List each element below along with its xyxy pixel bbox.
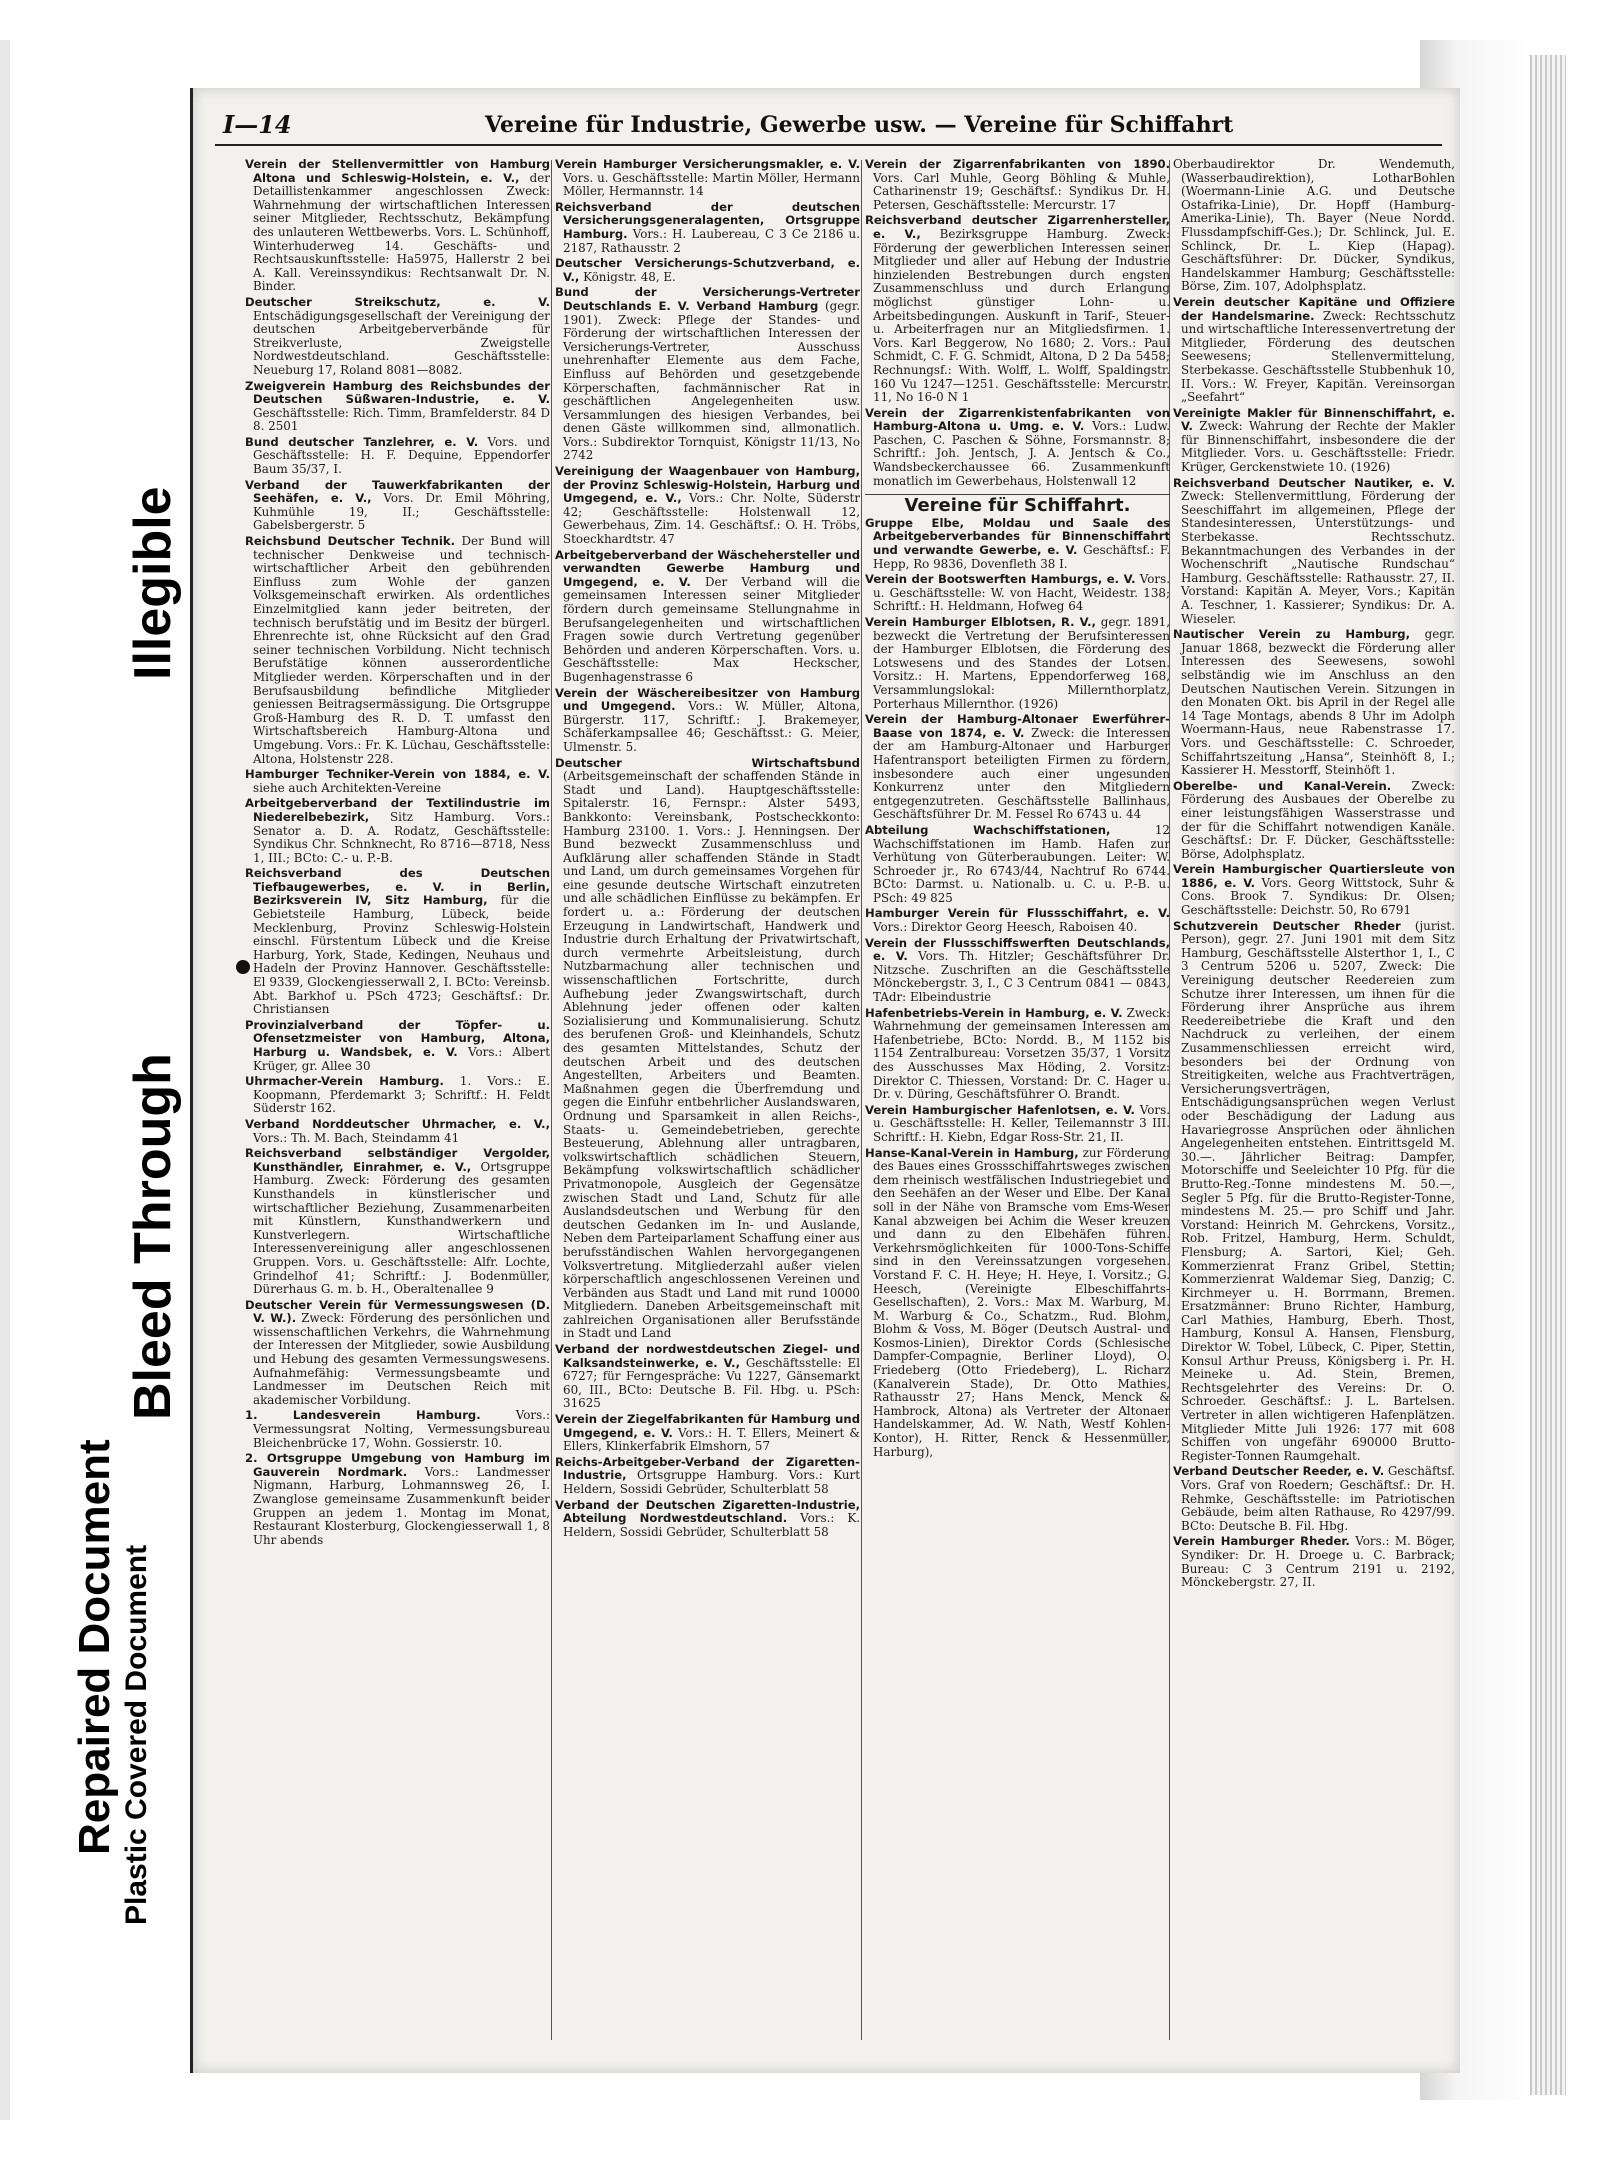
- entry-text: Geschäftsf. Vors. Graf von Roedern; Geschäftsf.: Dr. H. Rehmke, Geschäftsstelle: im Patriotischen Gebäude, beim alten Rathause, Ro 4297/99. BCto: Deutsche B. Fil. Hbg.: [1181, 1464, 1455, 1533]
- entry-text: Vors.: W. Müller, Altona, Bürgerstr. 117, Schriftf.: J. Brakemeyer, Schäferkampsallee 46; Geschäftsst.: G. Meier, Ulmenstr. 5.: [563, 699, 860, 754]
- directory-entry: [245, 436, 550, 477]
- column-rule: [861, 160, 862, 2040]
- entry-text: Vors. u. Geschäftsstelle: H. Keller, Teilemannstr 3 III. Schriftf.: H. Kiebn, Edgar Ross-Str. 21, II.: [873, 1102, 1170, 1144]
- entry-text: Vors.: Chr. Nolte, Süderstr 42; Geschäftsstelle: Holstenwall 12, Gewerbehaus, Zim. 14. Geschäftsf.: O. H. Tröbs, Stoeckhardtstr. 47: [563, 491, 860, 547]
- directory-entry: [245, 797, 550, 865]
- entry-heading: Arbeitgeberverband der Wäschehersteller und verwandten Gewerbe Hamburg und Umgegend, e. V.: [555, 547, 860, 589]
- directory-entry: [555, 465, 860, 547]
- entry-text: Entschädigungsgesellschaft der Vereinigung der deutschen Arbeitgeberverbände für Streikverluste, Zweigstelle Nordwestdeutschland. Geschäftsstelle: Neueburg 17, Roland 8081—8082.: [253, 308, 550, 377]
- directory-entry: [865, 407, 1170, 489]
- directory-entry: [1173, 920, 1455, 1464]
- directory-entry: [865, 1007, 1170, 1102]
- entry-text: gegr. Januar 1868, bezweckt die Förderung aller Interessen des Seewesens, sowohl selbständig wie im Anschluss an den Deutschen Nautischen Verein. Sitzungen in den Monaten Okt. bis April in der Regel alle 14 Tage Montags, abends 8 Uhr im Adolph Woermann-Haus, neue Rabenstrasse 17. Vors. und Geschäftsstelle: C. Schroeder, Schiffahrtszeitung „Hansa“, Steinhöft 8, I.; Kassierer H. Messtorff, Steinhöft 1.: [1181, 627, 1455, 778]
- directory-entry: [555, 158, 860, 199]
- illegible-label: Illegible: [124, 486, 182, 680]
- entry-heading: Bund der Versicherungs-Vertreter Deutschlands E. V. Verband Hamburg: [555, 285, 860, 313]
- directory-entry: [1173, 628, 1455, 778]
- directory-entry: [1173, 1535, 1455, 1589]
- entry-text: Vors.: Th. M. Bach, Steindamm 41: [253, 1130, 460, 1145]
- directory-entry: [555, 1413, 860, 1454]
- punch-hole: [236, 960, 250, 974]
- text-column-1: [245, 158, 550, 2048]
- directory-entry: [1173, 296, 1455, 405]
- directory-entry: [245, 535, 550, 766]
- directory-entry: [245, 296, 550, 378]
- entry-heading: Reichsverband selbständiger Vergolder, Kunsthändler, Einrahmer, e. V.,: [245, 1146, 550, 1174]
- plastic-covered-label: Plastic Covered Document: [120, 1544, 153, 1925]
- directory-entry: [865, 1104, 1170, 1145]
- entry-heading: Verband Norddeutscher Uhrmacher, e. V.,: [245, 1116, 550, 1131]
- entry-heading: Schutzverein Deutscher Rheder: [1173, 918, 1401, 933]
- repaired-document-label: Repaired Document: [70, 1439, 119, 1855]
- entry-heading: Deutscher Streikschutz, e. V.: [245, 294, 550, 309]
- entry-text: Vors. Georg Wittstock, Suhr & Cons. Brook 7. Syndikus: Dr. Olsen; Geschäftsstelle: Deichstr. 50, Ro 6791: [1181, 875, 1455, 918]
- entry-text: Vors.: Landmesser Nigmann, Harburg, Lohmannsweg 26, I. Zwanglose gemeinsame Zusammenkunft beider Gruppen an jedem 1. Montag im Monat, Restaurant Klosterburg, Glockengiesserwall 1, 8 Uhr abends: [253, 1464, 550, 1547]
- directory-entry: [865, 616, 1170, 711]
- page-stack-edge: [1530, 55, 1566, 2095]
- directory-entry: [245, 380, 550, 434]
- entry-text: Ortsgruppe Hamburg. Vors.: Kurt Heldern, Sossidi Gebrüder, Schulterblatt 58: [563, 1468, 860, 1496]
- column-rule: [551, 160, 552, 2040]
- entry-heading: Verein der Wäschereibesitzer von Hamburg und Umgegend.: [555, 685, 860, 714]
- directory-entry: [865, 1147, 1170, 1460]
- entry-text: Zweck: Wahrnehmung der gemeinsamen Interessen am Hafenbetriebe, BCto: Nordd. B., M 1152 bis 1154 Zentralbureau: Vorsetzen 35/37, 1 Vorsitz des Ausschusses Max Höding, 2. Vorsitz: Direktor C. Thiessen, Vorstand: Dr. C. Hager u. Dr. v. Düring, Geschäftsführer O. Brandt.: [873, 1005, 1170, 1102]
- entry-heading: Deutscher Verein für Vermessungswesen (D. V. W.).: [245, 1297, 550, 1326]
- directory-entry: [1173, 863, 1455, 917]
- directory-entry: [555, 286, 860, 463]
- entry-heading: Arbeitgeberverband der Textilindustrie im Niederelbebezirk,: [245, 796, 550, 824]
- entry-heading: Reichsverband der deutschen Versicherungsgeneralagenten, Ortsgruppe Hamburg.: [555, 199, 860, 241]
- directory-entry: [1173, 407, 1455, 475]
- entry-heading: Uhrmacher-Verein Hamburg.: [245, 1074, 444, 1089]
- directory-entry: [245, 1452, 550, 1547]
- entry-heading: Vereinigte Makler für Binnenschiffahrt, e. V.: [1173, 405, 1455, 434]
- directory-entry: [865, 907, 1170, 934]
- entry-text: (jurist. Person), gegr. 27. Juni 1901 mit dem Sitz Hamburg, Geschäftsstelle Alsterthor 1, I., C 3 Centrum 5206 u. 5207, Zweck: Die Vereinigung deutscher Reedereien zum Schutze ihrer Interessen, um ihnen für die Förderung ihrer Ansprüche aus ihrem Reedereibetriebe die Kraft und den Nachdruck zu verleihen, der einem Zusammenschliessen erreicht wird, besonders bei der Ordnung von Streitigkeiten, welche aus Frachtverträgen, Versicherungsverträgen, Entschädigungsansprüchen wegen Verlust oder Beschädigung der Ladung aus Havariegrosse Ansprüchen oder ähnlichen Angelegenheiten entstehen. Eintrittsgeld M. 30.—. Jährlicher Beitrag: Dampfer, Motorschiffe und Seeleichter 10 Pfg. für die Brutto-Reg.-Tonne mindestens M. 50.—, Segler 5 Pfg. für die Brutto-Register-Tonne, mindestens M. 25.— pro Schiff und Jahr. Vorstand: Heinrich M. Gehrckens, Vorsitz., Rob. Fritzel, Hamburg, Herm. Schuldt, Flensburg; A. Sartori, Kiel; Geh. Kommerzienrat Franz Gribel, Stettin; Kommerzienrat Waldemar Sieg, Danzig; C. Kirchmeyer u. H. Borrmann, Bremen. Ersatzmänner: Bruno Richter, Hamburg, Carl Mathies, Hamburg, Eberh. Thost, Hamburg, Konsul A. Hansen, Flensburg, Direktor W. Tobel, Lübeck, C. Piper, Stettin, Konsul Arthur Preuss, Königsberg i. Pr. H. Meineke u. Ad. Stein, Bremen, Rechtsgelehrter des Vereins: Dr. O. Schroeder. Geschäftsf.: J. L. Bartelsen. Vertreter in allen wichtigeren Hafenplätzen. Mitglieder Mitte Juli 1926: 177 mit 608 Schiffen von ungefähr 690000 Brutto-Register-Tonnen Raumgehalt.: [1181, 918, 1455, 1463]
- entry-heading: 2. Ortsgruppe Umgebung von Hamburg im Gauverein Nordmark.: [245, 1451, 550, 1479]
- entry-heading: Verband der Deutschen Zigaretten-Industrie, Abteilung Nordwestdeutschland.: [555, 1497, 860, 1526]
- entry-heading: Hamburger Verein für Flussschiffahrt, e. V.: [865, 906, 1170, 921]
- entry-heading: Verein der Zigarrenfabrikanten von 1890.: [865, 158, 1170, 171]
- directory-entry: [865, 158, 1170, 212]
- entry-text: Vors. u. Geschäftsstelle: Martin Möller, Hermann Möller, Hermannstr. 14: [563, 170, 860, 199]
- entry-heading: Zweigverein Hamburg des Reichsbundes der Deutschen Süßwaren-Industrie, e. V.: [245, 378, 550, 407]
- page-title: Vereine für Industrie, Gewerbe usw. — Vereine für Schiffahrt: [485, 112, 1234, 138]
- entry-heading: 1. Landesverein Hamburg.: [245, 1408, 481, 1423]
- entry-heading: Verein Hamburger Elblotsen, R. V.,: [865, 615, 1096, 629]
- entry-text: Zweck: Rechtsschutz und wirtschaftliche Interessenvertretung der Mitglieder, Förderung des deutschen Seewesens; Stellenvermittelung, Sterbekasse. Geschäftsstelle Stubbenhuk 10, II. Vors.: W. Freyer, Kapitän. Vereinsorgan „Seefahrt“: [1181, 308, 1455, 405]
- entry-heading: Verein der Ziegelfabrikanten für Hamburg und Umgegend, e. V.: [555, 1412, 860, 1440]
- entry-text: gegr. 1891, bezweckt die Vertretung der Berufsinteressen der Hamburger Elblotsen, die Förderung des Lotswesens und des Standes der Lotsen. Vorsitz.: H. Martens, Eppendorferweg 168, Versammlungslokal: Millernthorplatz, Porterhaus Millernthor. (1926): [873, 615, 1170, 711]
- directory-entry: [245, 1019, 550, 1073]
- entry-heading: Vereinigung der Waagenbauer von Hamburg, der Provinz Schleswig-Holstein, Harburg und Umgegend, e. V.,: [555, 464, 860, 506]
- entry-text: Vors.: H. Laubereau, C 3 Ce 2186 u. 2187, Rathausstr. 2: [563, 226, 860, 255]
- section-heading: Vereine für Schiffahrt.: [865, 494, 1170, 513]
- entry-heading: Reichs-Arbeitgeber-Verband der Zigaretten-Industrie,: [555, 1454, 860, 1483]
- directory-entry: [1173, 780, 1455, 862]
- entry-heading: Deutscher Wirtschaftsbund: [555, 755, 860, 770]
- entry-text: Geschäftsstelle: El 6727; für Ferngespräche: Vu 1227, Gänsemarkt 60, III., BCto: Deutsche B. Fil. Hbg. u. PSch: 31625: [563, 1355, 860, 1411]
- entry-text: Der Verband will die gemeinsamen Interessen seiner Mitglieder fördern durch gemeinsame Stellungnahme in Berufsangelegenheiten und wirtschaftlichen Fragen sowie durch Vertretung gegenüber Behörden und anderen Körperschaften. Vors. u. Geschäftsstelle: Max Heckscher, Bugenhagenstrasse 6: [563, 574, 860, 684]
- directory-entry: [245, 1075, 550, 1116]
- entry-heading: Reichsverband Deutscher Nautiker, e. V.: [1173, 475, 1455, 490]
- entry-text: Vors.: Vermessungsrat Nolting, Vermessungsbureau Bleichenbrücke 17, Wohn. Gossierstr. 10.: [253, 1408, 550, 1450]
- entry-heading: Hafenbetriebs-Verein in Hamburg, e. V.: [865, 1005, 1123, 1020]
- entry-text: Vors.: M. Böger, Syndiker: Dr. H. Droege u. C. Barbrack; Bureau: C 3 Centrum 2191 u. 2192, Mönckebergstr. 27, II.: [1181, 1534, 1455, 1590]
- directory-entry: [245, 768, 550, 795]
- directory-entry: [245, 1299, 550, 1408]
- entry-text: Vors. Carl Muhle, Georg Böhling & Muhle, Catharinenstr 19; Geschäftsf.: Syndikus Dr. H. Petersen, Geschäftsstelle: Mercurstr. 17: [873, 170, 1170, 212]
- text-column-4: [1173, 158, 1455, 2048]
- entry-heading: Verein Hamburger Versicherungsmakler, e. V.: [555, 158, 860, 171]
- entry-text: Königstr. 48, E.: [583, 269, 676, 284]
- entry-text: Zweck: Förderung des Ausbaues der Oberelbe zu einer leistungsfähigen Wasserstrasse und der für die Schiffahrt notwendigen Kanäle. Geschäftsf.: Dr. F. Dücker, Geschäftsstelle: Börse, Adolphsplatz.: [1181, 778, 1455, 861]
- directory-entry: [555, 757, 860, 1342]
- entry-heading: Verein der Hamburg-Altonaer Ewerführer-Baase von 1874, e. V.: [865, 712, 1170, 740]
- scan-background-edge: [0, 40, 10, 2120]
- entry-heading: Verein Hamburgischer Hafenlotsen, e. V.: [865, 1102, 1135, 1117]
- entry-text: Vors.: H. T. Ellers, Meinert & Ellers, Klinkerfabrik Elmshorn, 57: [563, 1425, 860, 1454]
- entry-heading: Abteilung Wachschiffstationen,: [865, 822, 1111, 837]
- directory-entry: [245, 158, 550, 294]
- entry-text: Zweck: Wahrung der Rechte der Makler für Binnenschiffahrt, insbesondere die der Mitglieder. Vors. u. Geschäftsstelle: Friedr. Krüger, Gerckenstwiete 10. (1926): [1181, 419, 1455, 475]
- directory-entry: [245, 1118, 550, 1145]
- text-column-3: [865, 158, 1170, 2048]
- entry-text: Vors.: Direktor Georg Heesch, Raboisen 40.: [873, 920, 1138, 935]
- directory-entry: [555, 687, 860, 755]
- text-column-2: [555, 158, 860, 2048]
- entry-heading: Verein der Flussschiffswerften Deutschlands, e. V.: [865, 935, 1170, 964]
- entry-text: Vors.: Albert Krüger, gr. Allee 30: [253, 1045, 550, 1073]
- entry-heading: Verein Hamburger Rheder.: [1173, 1534, 1350, 1549]
- directory-entry: [865, 713, 1170, 822]
- entry-text: (gegr. 1901). Zweck: Pflege der Standes- und Förderung der wirtschaftlichen Interessen der Versicherungs-Vertreter, Ausschuss unehrenhafter Elemente aus dem Fache, Einfluss auf Behörden und gesetzgebende Körperschaften, fachmännischer Rat in geschäftlichen Angelegenheiten usw. Versammlungen des hiesigen Verbandes, bei denen Gäste willkommen sind, allmonatlich. Vors.: Subdirektor Tornquist, Königstr 11/13, No 2742: [563, 298, 860, 463]
- entry-text: Vors. Th. Hitzler; Geschäftsführer Dr. Nitzsche. Zuschriften an die Geschäftsstelle Mönckebergstr. 3, I., C 3 Centrum 0841 — 0843, TAdr: Elbeindustrie: [873, 949, 1170, 1005]
- entry-heading: Verband der Tauwerkfabrikanten der Seehäfen, e. V.,: [245, 477, 550, 506]
- entry-text: siehe auch Architekten-Vereine: [253, 780, 442, 795]
- entry-heading: Provinzialverband der Töpfer- u. Ofensetzmeister von Hamburg, Altona, Harburg u. Wandsbek, e. V.: [245, 1017, 550, 1059]
- directory-entry: [245, 867, 550, 1017]
- entry-text: Oberbaudirektor Dr. Wendemuth, (Wasserbaudirektion), LotharBohlen (Woermann-Linie A.G. und Deutsche Ostafrika-Linie), Dr. Hopff (Hamburg-Amerika-Linie), Th. Bayer (Neue Nordd. Flussdampfschiff-Ges.); Dr. Schlinck, Jul. E. Schlinck, Dr. L. Kiep (Hapag). Geschäftsführer: Dr. Dücker, Syndikus, Handelskammer Hamburg; Geschäftsstelle: Börse, Zim. 107, Adolphsplatz.: [1173, 158, 1455, 294]
- entry-heading: Verband Deutscher Reeder, e. V.: [1173, 1464, 1385, 1479]
- entry-heading: Verband der nordwestdeutschen Ziegel- und Kalksandsteinwerke, e. V.,: [555, 1342, 860, 1370]
- directory-entry: [555, 1456, 860, 1497]
- entry-text: Vors. u. Geschäftsstelle: W. von Hacht, Weidestr. 138; Schriftf.: H. Heldmann, Hofweg 64: [873, 572, 1170, 614]
- entry-text: Zweck: Förderung des persönlichen und wissenschaftlichen Verkehrs, die Wahrnehmung der Interessen der Mitglieder, sowie Ausbildung und Hebung des gesamten Vermessungswesens. Aufnahmefähig: Vermessungsbeamte und Landmesser im Deutschen Reich mit akademischer Vorbildung.: [253, 1311, 550, 1407]
- directory-entry: [245, 479, 550, 533]
- entry-heading: Verein der Stellenvermittler von Hamburg Altona und Schleswig-Holstein, e. V.,: [245, 158, 550, 185]
- entry-text: 12 Wachschiffstationen im Hamb. Hafen zur Verhütung von Güterberaubungen. Leiter: W. Schroeder jr., Ro 6743/44, Nachtruf Ro 6744. BCto: Darmst. u. Nationalb. u. C. u. P.-B. u. PSch: 49 825: [873, 822, 1170, 905]
- entry-text: Geschäftsf.: F. Hepp, Ro 9836, Dovenfleth 38 I.: [873, 543, 1170, 571]
- entry-heading: Verein der Zigarrenkistenfabrikanten von Hamburg-Altona u. Umg. e. V.: [865, 405, 1170, 434]
- directory-entry: [555, 1499, 860, 1540]
- entry-heading: Reichsbund Deutscher Technik.: [245, 534, 455, 549]
- entry-text: der Detaillistenkammer angeschlossen Zweck: Wahrnehmung der wirtschaftlichen Interessen seiner Mitglieder, Rechtsschutz, Bekämpfung des unlauteren Wettbewerbs. Vors. L. Schünhoff, Winterhuderweg 14. Geschäfts- und Rechtsauskunftsstelle: Ha5975, Hallerstr 2 bei A. Kall. Vereinssyndikus: Rechtsanwalt Dr. N. Binder.: [253, 170, 550, 294]
- entry-heading: Reichsverband des Deutschen Tiefbaugewerbes, e. V. in Berlin, Bezirksverein IV, Sitz Hamburg,: [245, 866, 550, 908]
- entry-text: Zweck: die Interessen der am Hamburg-Altonaer und Harburger Hafentransport beteiligten Firmen zu fördern, insbesondere auch einer ungesunden Konkurrenz unter den Mitgliedern entgegenzutreten. Geschäftsstelle Ballinhaus, Geschäftsführer Dr. M. Fessel Ro 6743 u. 44: [873, 725, 1170, 822]
- directory-entry: [555, 549, 860, 685]
- entry-text: Geschäftsstelle: Rich. Timm, Bramfelderstr. 84 D 8. 2501: [253, 405, 550, 434]
- entry-text: Sitz Hamburg. Vors.: Senator a. D. A. Rodatz, Geschäftsstelle: Syndikus Chr. Schnknecht, Ro 8716—8718, Ness 1, III.; BCto: C.- u. P.-B.: [253, 809, 550, 865]
- entry-text: zur Förderung des Baues eines Grossschiffahrtsweges zwischen dem rheinisch westfälischen Industriegebiet und den Seehäfen an der Weser und Elbe. Der Kanal soll in der Nähe von Bramsche vom Ems-Weser Kanal abzweigen bei Achim die Weser kreuzen und dann zu den Elbehäfen führen. Verkehrsmöglichkeiten für 1000-Tons-Schiffe sind in den Vereinssatzungen vorgesehen. Vorstand F. C. H. Heye; H. Heye, I. Vorsitz.; G. Heesch, (Vereinigte Elbeschiffahrts-Gesellschaften), 2. Vors.: Max M. Warburg, M. M. Warburg & Co., Schatzm., Rud. Blohm, Blohm & Voss, M. Böger (Deutsch Austral- und Kosmos-Linien), Direktor Cords (Schlesische Dampfer-Compagnie, Berliner Lloyd), O. Friedeberg (Otto Friedeberg), L. Richarz (Kanalverein Stade), Dr. Otto Mathies, Rathausstr 27; Hans Menck, Menck & Hambrock, Altona) als Vertreter der Altonaer Handelskammer, Ad. W. Nath, Westf Kohlen-Kontor), H. Ritter, Renck & Hessenmüller, Harburg),: [873, 1145, 1170, 1459]
- entry-text: Vors.: Ludw. Paschen, C. Paschen & Söhne, Forsmannstr. 8; Schriftf.: Joh. Jentsch, J. A. Jentsch & Co., Wandsbeckerchaussee 66. Zusammenkunft monatlich im Gewerbehaus, Holstenwall 12: [873, 419, 1170, 488]
- entry-heading: Reichsverband deutscher Zigarrenhersteller, e. V.,: [865, 213, 1170, 241]
- directory-entry: [1173, 477, 1455, 627]
- directory-entry: [1173, 1465, 1455, 1533]
- directory-entry: [555, 1343, 860, 1411]
- document-page: [190, 88, 1460, 2073]
- directory-entry: [865, 824, 1170, 906]
- entry-heading: Deutscher Versicherungs-Schutzverband, e. V.,: [555, 256, 860, 284]
- entry-text: Vors. und Geschäftsstelle: H. F. Dequine, Eppendorfer Baum 35/37, I.: [253, 434, 550, 477]
- entry-heading: Verein Hamburgischer Quartiersleute von 1886, e. V.: [1173, 862, 1455, 890]
- entry-heading: Bund deutscher Tanzlehrer, e. V.: [245, 434, 479, 449]
- entry-text: für die Gebietsteile Hamburg, Lübeck, beide Mecklenburg, Provinz Schleswig-Holstein einschl. Fürstentum Lübeck und die Kreise Harburg, York, Stade, Kedingen, Neuhaus und Hadeln der Provinz Hannover. Geschäftsstelle: El 9339, Glockengiesserwall 2, I. BCto: Vereinsb. Abt. Barkhof u. PSch 4723; Geschäftsf.: Dr. Christiansen: [253, 893, 550, 1017]
- entry-heading: Gruppe Elbe, Moldau und Saale des Arbeitgeberverbandes für Binnenschiffahrt und verwandte Gewerbe, e. V.: [865, 515, 1170, 558]
- directory-entry: [1173, 158, 1455, 294]
- page-number: I—14: [223, 110, 292, 139]
- directory-entry: [865, 937, 1170, 1005]
- entry-text: Zweck: Stellenvermittlung, Förderung der Seeschiffahrt im allgemeinen, Pflege der Standesinteressen, Unterstützungs- und Sterbekasse. Rechtsschutz. Bekanntmachungen des Verbandes in der Wochenschrift „Nautische Rundschau“ Hamburg. Geschäftsstelle: Rathausstr. 27, II. Vorstand: Kapitän A. Meyer, Vors.; Kapitän A. Teschner, 1. Kassierer; Syndikus: Dr. A. Wieseler.: [1181, 489, 1455, 626]
- directory-entry: [555, 201, 860, 255]
- directory-entry: [865, 214, 1170, 404]
- directory-entry: [865, 517, 1170, 571]
- directory-entry: [245, 1147, 550, 1297]
- entry-heading: Hanse-Kanal-Verein in Hamburg,: [865, 1145, 1079, 1160]
- entry-text: Der Bund will technischer Denkweise und technisch-wirtschaftlicher Arbeit den gebührenden Einfluss zum Wohle der ganzen Volksgemeinschaft erwirken. Als ordentliches Einzelmitglied kann jeder beitreten, der technisch berufstätig und im Besitz der bürgerl. Ehrenrechte ist, ohne Rücksicht auf den Grad seiner technischen Vorbildung. Nicht technisch Berufstätige können ausserordentliche Mitglieder werden. Körperschaften und in der Berufsausbildung befindliche Mitglieder geniessen Beitragsermässigung. Die Ortsgruppe Groß-Hamburg des R. D. T. umfasst den Wirtschaftsbereich Hamburg-Altona und Umgebung. Vors.: Fr. K. Lüchau, Geschäftsstelle: Altona, Holstenstr 228.: [253, 534, 550, 766]
- entry-heading: Verein der Bootswerften Hamburgs, e. V.: [865, 572, 1136, 587]
- entry-heading: Verein deutscher Kapitäne und Offiziere der Handelsmarine.: [1173, 294, 1455, 323]
- page-header: [215, 110, 1442, 146]
- directory-entry: [555, 257, 860, 284]
- entry-heading: Oberelbe- und Kanal-Verein.: [1173, 778, 1392, 793]
- entry-text: Vors. Dr. Emil Möhring, Kuhmühle 19, II.; Geschäftsstelle: Gabelsbergerstr. 5: [253, 491, 550, 533]
- bleed-through-label: Bleed Through: [124, 1053, 182, 1420]
- entry-heading: Nautischer Verein zu Hamburg,: [1173, 627, 1410, 642]
- directory-entry: [245, 1409, 550, 1450]
- entry-text: (Arbeitsgemeinschaft der schaffenden Stände in Stadt und Land). Hauptgeschäftsstelle: Spitalerstr. 16, Fernspr.: Alster 5493, Bankkonto: Vereinsbank, Postscheckkonto: Hamburg 23100. 1. Vors.: J. Henningsen. Der Bund bezweckt Zusammenschluss und Aufklärung aller schaffenden Stände in Stadt und Land, um durch gemeinsames Vorgehen für eine gesunde deutsche Wirtschaft einzutreten und alle schädlichen Einflüsse zu bekämpfen. Er fordert u. a.: Förderung der deutschen Erzeugung in Landwirtschaft, Handwerk und Industrie durch Erhaltung der Privatwirtschaft, durch vermehrte Arbeitsleistung, durch Nutzbarmachung aller technischen und wissenschaftlichen Fortschritte, durch Aufhebung jeder Zwangswirtschaft, durch Ablehnung jeder offenen oder kalten Sozialisierung und Kommunalisierung. Schutz des berufenen Groß- und Kleinhandels, Schutz des gesamten Mittelstandes, Schutz der deutschen Arbeit und des deutschen Angestellten, Arbeiters und Beamten. Maßnahmen gegen die Überfremdung und gegen die Einfuhr entbehrlicher Auslandswaren, Ordnung und Sparsamkeit in allen Reichs-, Staats- u. Gemeindebetrieben, gerechte Besteuerung, Ablehnung aller untragbaren, volkswirtschaftlich schädlichen Steuern, Bekämpfung volkswirtschaftlich schädlicher Privatmonopole, Ausgleich der Gegensätze zwischen Stadt und Land, Schutz für alle Auslandsdeutschen und Werbung für den deutschen Gedanken im In- und Auslande, Neben dem Parteiparlament Schaffung einer aus berufsständischen Wahlen hervorgegangenen Volksvertretung. Mitgliederzahl außer vielen körperschaftlich angeschlossenen Vereinen und Verbänden aus Stadt und Land mit rund 10000 Mitgliedern. Daneben Arbeitsgemeinschaft mit zahlreichen Organisationen aller Berufsstände in Stadt und Land: [563, 769, 860, 1341]
- entry-heading: Hamburger Techniker-Verein von 1884, e. V.: [245, 767, 550, 782]
- directory-entry: [865, 573, 1170, 614]
- entry-text: 1. Vors.: E. Koopmann, Pferdemarkt 3; Schriftf.: H. Feldt Süderstr 162.: [253, 1074, 550, 1116]
- entry-text: Bezirksgruppe Hamburg. Zweck: Förderung der gewerblichen Interessen seiner Mitglieder und aller auf Hebung der Industrie hinzielenden Bestrebungen durch engsten Zusammenschluss und durch Erlangung möglichst günstiger Lohn- u. Arbeitsbedingungen. Auskunft in Tarif-, Steuer- u. Arbeiterfragen nur an Mitgliedsfirmen. 1. Vors. Karl Beggerow, No 1680; 2. Vors.: Paul Schmidt, C. F. G. Schmidt, Altona, D 2 Da 5458; Rechnungsf.: With. Wolff, L. Wolff, Spaldingstr. 160 Vu 1247—1251. Geschäftsstelle: Mercurstr. 11, No 16-0 N 1: [873, 226, 1170, 405]
- entry-text: Vors.: K. Heldern, Sossidi Gebrüder, Schulterblatt 58: [563, 1511, 860, 1539]
- entry-text: Ortsgruppe Hamburg. Zweck: Förderung des gesamten Kunsthandels in künstlerischer und wirtschaftlicher Beziehung, Zusammenarbeiten mit Künstlern, Kunsthandwerkern und Kunstverlegern. Wirtschaftliche Interessenvereinigung aller angeschlossenen Gruppen. Vors. u. Geschäftsstelle: Alfr. Lochte, Grindelhof 41; Schriftf.: J. Bodenmüller, Dürerhaus G. m. b. H., Oberaltenallee 9: [253, 1159, 550, 1297]
